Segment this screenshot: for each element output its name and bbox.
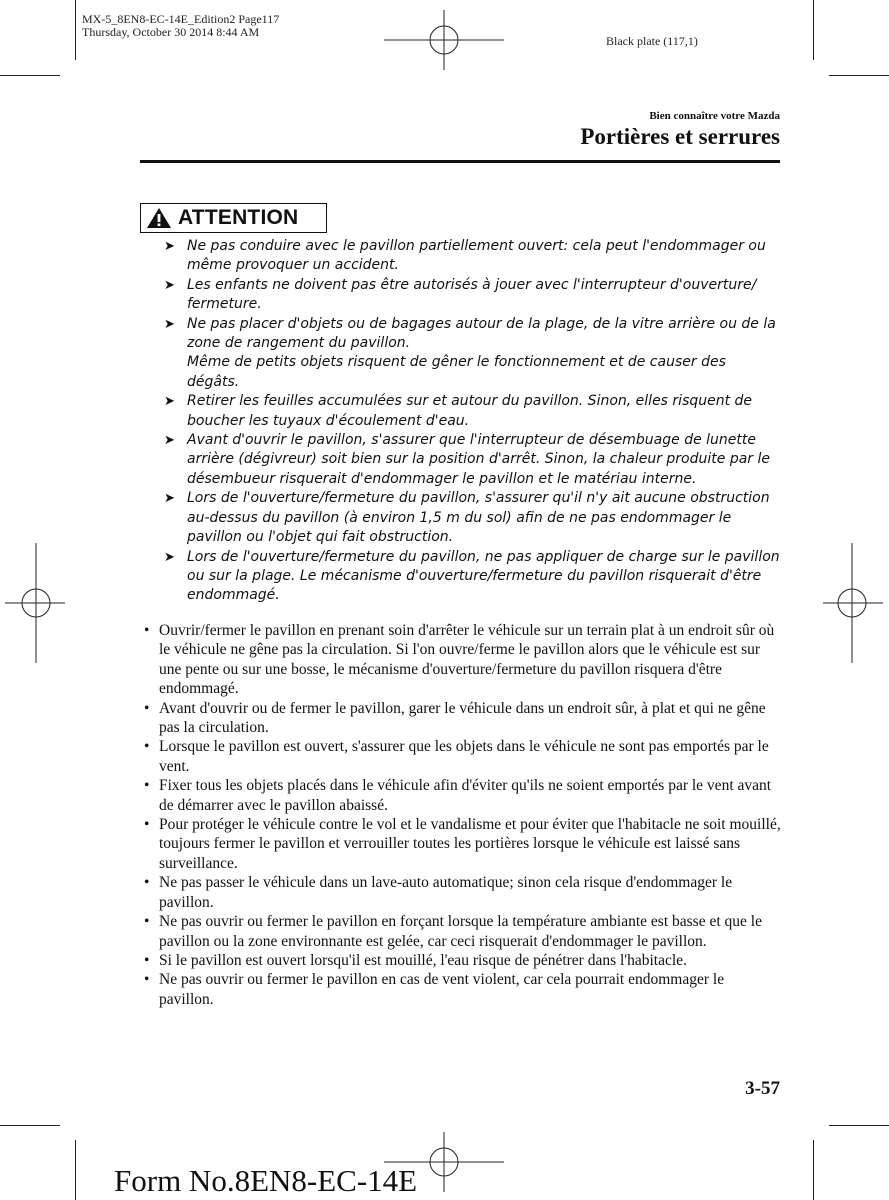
crop-mark-right-top [829,75,889,76]
arrow-icon: ➤ [164,277,175,293]
note-item: • Ne pas ouvrir ou fermer le pavillon en cas de vent violent, car cela pourrait endommager le pavillon. [144,970,781,1009]
attention-item [161,315,781,393]
crop-mark-right-bottom [829,1125,889,1126]
note-item: • Avant d'ouvrir ou de fermer le pavillon, garer le véhicule dans un endroit sûr, à plat et qui ne gêne pas la circulation. [144,699,781,738]
warning-triangle-icon [146,207,172,229]
crop-mark-bottom-left [75,1140,76,1200]
arrow-icon: ➤ [164,491,175,507]
attention-item [161,392,781,431]
attention-label: ATTENTION [178,206,299,229]
arrow-icon: ➤ [164,549,175,565]
note-item: • Pour protéger le véhicule contre le vol et le vandalisme et pour éviter que l'habitacle ne soit mouillé, toujours fermer le pavillon et verrouiller toutes les portières lorsque le véhicule est laissé sans surveillance. [144,815,781,873]
arrow-icon: ➤ [164,239,175,254]
print-meta-file: MX-5_8EN8-EC-14E_Edition2 Page117 [82,12,280,26]
arrow-icon: ➤ [164,316,175,332]
attention-list [161,237,781,606]
registration-mark-left-icon [5,543,65,663]
attention-item-text: Avant d'ouvrir le pavillon, s'assurer que l'interrupteur de désembuage de lunette arrière (dégivreur) soit bien sur la position d'arrêt. Sinon, la chaleur produite par le désembueur risquerait d'endommager le pavillon et le matériau interne. [187,432,770,487]
print-meta-date: Thursday, October 30 2014 8:44 AM [82,25,260,39]
chapter-title: Bien connaître votre Mazda [649,110,780,122]
crop-mark-bottom-right [813,1140,814,1200]
section-title: Portières et serrures [580,124,780,149]
note-item: • Ne pas passer le véhicule dans un lave-auto automatique; sinon cela risque d'endommager le pavillon. [144,873,781,912]
attention-item [161,237,781,276]
form-number: Form No.8EN8-EC-14E [114,1163,418,1198]
notes-list [144,621,781,1009]
crop-mark-top-right [813,0,814,60]
note-item: • Ne pas ouvrir ou fermer le pavillon en forçant lorsque la température ambiante est basse et que le pavillon ou la zone environnante est gelée, car ceci risquerait d'endommager le pavillon. [144,912,781,951]
crop-mark-left-bottom [0,1125,60,1126]
arrow-icon: ➤ [164,394,175,410]
page-number: 3-57 [745,1078,780,1099]
attention-item-text: Retirer les feuilles accumulées sur et autour du pavillon. Sinon, elles risquent de boucher les tuyaux d'écoulement d'eau. [187,393,753,429]
registration-mark-top-icon [384,10,504,70]
attention-item-text: Ne pas conduire avec le pavillon partiellement ouvert: cela peut l'endommager ou même provoquer un accident. [187,238,766,274]
attention-item [161,276,781,315]
registration-mark-right-icon [823,543,883,663]
attention-item [161,489,781,547]
note-item: • Lorsque le pavillon est ouvert, s'assurer que les objets dans le véhicule ne sont pas emportés par le vent. [144,737,781,776]
arrow-icon: ➤ [164,433,175,449]
attention-item-text: Ne pas placer d'objets ou de bagages autour de la plage, de la vitre arrière ou de la zone de rangement du pavillon. Même de petits objets risquent de gêner le fonctionnement et de causer des dégâts. [187,315,776,390]
crop-mark-left-top [0,75,60,76]
note-item: • Ouvrir/fermer le pavillon en prenant soin d'arrêter le véhicule sur un terrain plat à un endroit sûr où le véhicule ne gêne pas la circulation. Si l'on ouvre/ferme le pavillon alors que le véhicule est sur une pente ou sur une bosse, le mécanisme d'ouverture/fermeture du pavillon risquera d'être endommagé. [144,621,781,699]
attention-label-box [140,203,327,233]
print-meta [82,13,279,39]
note-item: • Fixer tous les objets placés dans le véhicule afin d'éviter qu'ils ne soient emportés par le vent avant de démarrer avec le pavillon abaissé. [144,776,781,815]
attention-item-text: Lors de l'ouverture/fermeture du pavillon, s'assurer qu'il n'y ait aucune obstruction au-dessus du pavillon (à environ 1,5 m du sol) afin de ne pas endommager le pavillon ou l'objet qui fait obstruction. [187,490,770,546]
attention-item-text: Les enfants ne doivent pas être autorisés à jouer avec l'interrupteur d'ouverture/ fermeture. [187,276,757,313]
attention-item-text: Lors de l'ouverture/fermeture du pavillon, ne pas appliquer de charge sur le pavillon ou sur la plage. Le mécanisme d'ouverture/fermeture du pavillon risquerait d'être endommagé. [187,548,780,604]
header-rule [140,160,780,163]
attention-item [161,431,781,489]
attention-item [161,548,781,606]
crop-mark-top-left [75,0,76,60]
plate-label: Black plate (117,1) [606,34,698,48]
note-item: • Si le pavillon est ouvert lorsqu'il est mouillé, l'eau risque de pénétrer dans l'habitacle. [144,951,781,970]
